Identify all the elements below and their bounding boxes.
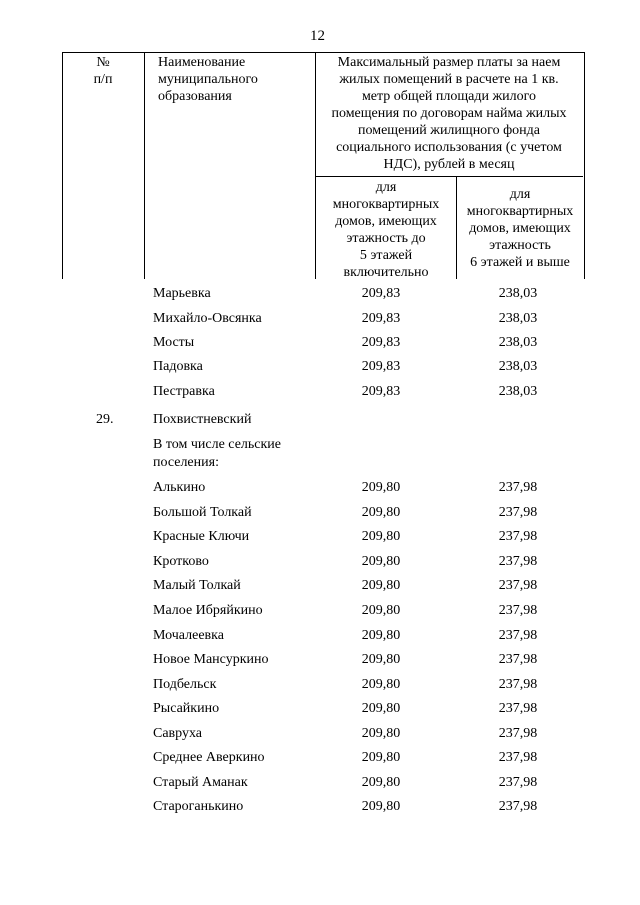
settlement-name: Старый Аманак	[153, 775, 248, 790]
header-sub-2: для многоквартирных домов, имеющих этажность 6 этажей и выше	[466, 187, 574, 270]
rate-up-to-5: 209,80	[361, 529, 401, 544]
rate-6-plus: 238,03	[498, 286, 538, 301]
district-row	[0, 411, 640, 429]
rate-up-to-5: 209,80	[361, 677, 401, 692]
rate-6-plus: 237,98	[498, 677, 538, 692]
settlement-name: Большой Толкай	[153, 505, 252, 520]
settlement-name: Староганькино	[153, 799, 244, 814]
table-row	[0, 285, 640, 303]
rate-up-to-5: 209,80	[361, 628, 401, 643]
settlement-name: Рысайкино	[153, 701, 220, 716]
rate-up-to-5: 209,80	[361, 775, 401, 790]
district-name: Похвистневский	[153, 412, 252, 427]
rate-6-plus: 237,98	[498, 603, 538, 618]
rate-6-plus: 238,03	[498, 359, 538, 374]
table-row	[0, 479, 640, 497]
table-row	[0, 358, 640, 376]
rate-6-plus: 237,98	[498, 775, 538, 790]
settlement-name: Мосты	[153, 335, 195, 350]
table-row	[0, 577, 640, 595]
rate-up-to-5: 209,80	[361, 480, 401, 495]
rate-up-to-5: 209,80	[361, 505, 401, 520]
table-row	[0, 553, 640, 571]
rate-6-plus: 238,03	[498, 335, 538, 350]
settlement-name: Алькино	[153, 480, 206, 495]
header-divider	[315, 176, 583, 177]
rate-up-to-5: 209,83	[361, 286, 401, 301]
rate-up-to-5: 209,80	[361, 701, 401, 716]
rate-up-to-5: 209,80	[361, 799, 401, 814]
table-row	[0, 504, 640, 522]
header-max-rent: Максимальный размер платы за наем жилых помещений в расчете на 1 кв. метр общей площади жилого помещения по договорам найма жилых помещений жилищного фонда социального использования (с учетом НДС), рублей в месяц	[331, 55, 567, 172]
settlement-name: Новое Мансуркино	[153, 652, 269, 667]
rate-up-to-5: 209,80	[361, 554, 401, 569]
settlement-name: Малое Ибряйкино	[153, 603, 263, 618]
rate-6-plus: 237,98	[498, 726, 538, 741]
rate-6-plus: 237,98	[498, 505, 538, 520]
table-row	[0, 725, 640, 743]
rate-up-to-5: 209,80	[361, 603, 401, 618]
rate-6-plus: 237,98	[498, 578, 538, 593]
rate-6-plus: 237,98	[498, 628, 538, 643]
rate-up-to-5: 209,80	[361, 578, 401, 593]
settlement-name: Подбельск	[153, 677, 217, 692]
rate-6-plus: 237,98	[498, 554, 538, 569]
rate-6-plus: 237,98	[498, 701, 538, 716]
table-row	[0, 383, 640, 401]
district-subtitle: В том числе сельские поселения:	[153, 437, 282, 470]
rate-up-to-5: 209,80	[361, 652, 401, 667]
table-row	[0, 749, 640, 767]
header-divider	[144, 52, 145, 279]
rate-up-to-5: 209,80	[361, 750, 401, 765]
page-number: 12	[310, 28, 325, 44]
settlement-name: Малый Толкай	[153, 578, 241, 593]
table-row	[0, 310, 640, 328]
rate-up-to-5: 209,83	[361, 384, 401, 399]
settlement-name: Кротково	[153, 554, 209, 569]
table-row	[0, 627, 640, 645]
rate-6-plus: 237,98	[498, 799, 538, 814]
rate-6-plus: 238,03	[498, 311, 538, 326]
table-row	[0, 700, 640, 718]
rate-up-to-5: 209,83	[361, 311, 401, 326]
header-name: Наименование муниципального образования	[158, 55, 258, 104]
table-row	[0, 798, 640, 816]
settlement-name: Савруха	[153, 726, 203, 741]
settlement-name: Пестравка	[153, 384, 215, 399]
rate-6-plus: 237,98	[498, 529, 538, 544]
settlement-name: Марьевка	[153, 286, 211, 301]
rate-up-to-5: 209,83	[361, 335, 401, 350]
rate-6-plus: 237,98	[498, 750, 538, 765]
table-row	[0, 334, 640, 352]
rate-6-plus: 238,03	[498, 384, 538, 399]
rate-6-plus: 237,98	[498, 652, 538, 667]
settlement-name: Мочалеевка	[153, 628, 224, 643]
settlement-name: Среднее Аверкино	[153, 750, 265, 765]
header-sub-1: для многоквартирных домов, имеющих этажность до 5 этажей включительно	[332, 180, 440, 280]
rate-up-to-5: 209,80	[361, 726, 401, 741]
settlement-name: Падовка	[153, 359, 203, 374]
rate-up-to-5: 209,83	[361, 359, 401, 374]
settlement-name: Красные Ключи	[153, 529, 250, 544]
district-number: 29.	[96, 412, 114, 427]
table-row	[0, 528, 640, 546]
table-row	[0, 651, 640, 669]
settlement-name: Михайло-Овсянка	[153, 311, 262, 326]
table-row	[0, 774, 640, 792]
table-row	[0, 676, 640, 694]
header-num: № п/п	[93, 55, 113, 87]
rate-6-plus: 237,98	[498, 480, 538, 495]
table-row	[0, 602, 640, 620]
